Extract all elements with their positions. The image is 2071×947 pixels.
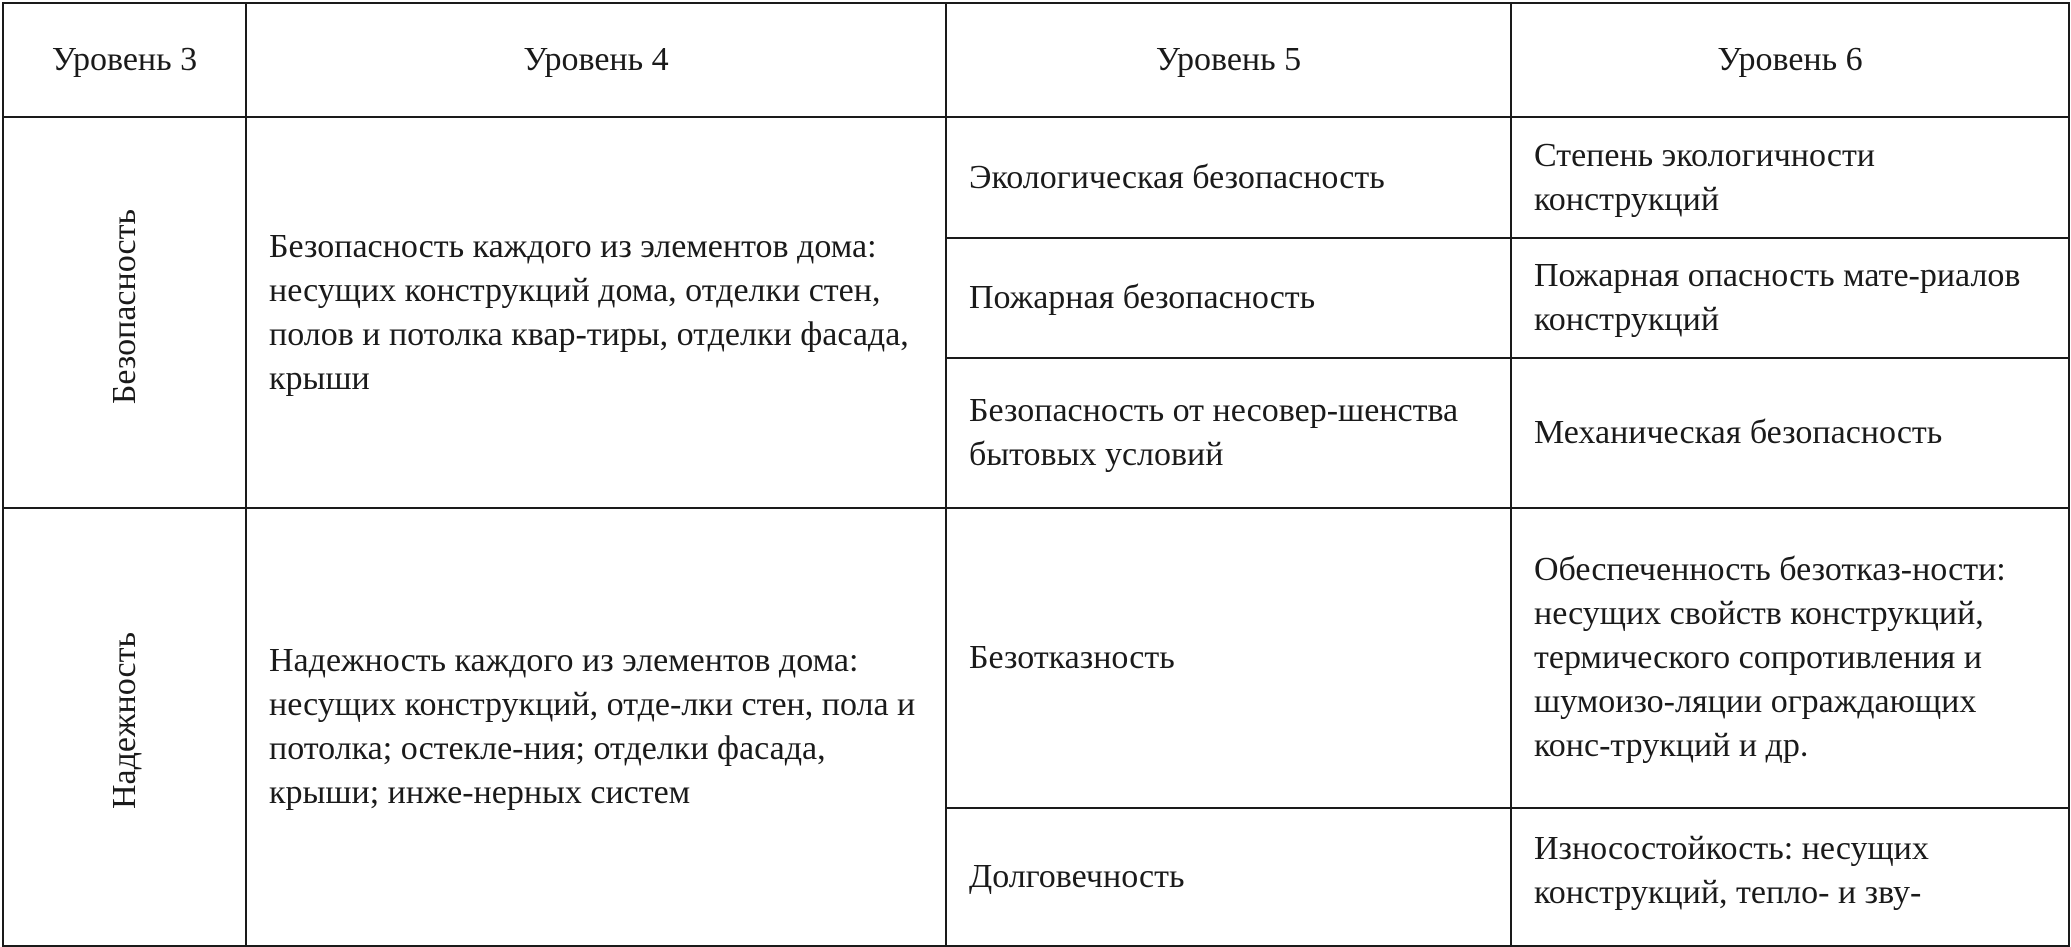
- table-row: [3, 117, 2069, 238]
- household-safety-cell: Безопасность от несовер-шенства бытовых условий: [946, 358, 1511, 508]
- header-row: [3, 3, 2069, 117]
- reliability-description: Надежность каждого из элементов дома: несущих конструкций, отде-лки стен, пола и потолка; остекле-ния; отделки фасада, крыши; инже-нерных систем: [246, 508, 946, 946]
- failsafety-provision-cell: Обеспеченность безотказ-ности: несущих свойств конструкций, термического сопротивления и шумоизо-ляции ограждающих конс-трукций и др.: [1511, 508, 2069, 808]
- levels-table: [2, 2, 2070, 947]
- reliability-group-label: Надежность: [105, 632, 143, 810]
- header-level-6: Уровень 6: [1511, 3, 2069, 117]
- safety-description: Безопасность каждого из элементов дома: несущих конструкций дома, отделки стен, полов и потолка квар-тиры, отделки фасада, крыши: [246, 117, 946, 508]
- safety-group-cell: [3, 117, 246, 508]
- wear-resistance-text: Износостойкость: несущих конструкций, тепло- и зву-: [1534, 830, 1929, 911]
- mechanical-safety-cell: Механическая безопасность: [1511, 358, 2069, 508]
- wear-resistance-cell: [1511, 808, 2069, 946]
- header-level-5: Уровень 5: [946, 3, 1511, 117]
- header-level-3: Уровень 3: [3, 3, 246, 117]
- table-row: [3, 508, 2069, 808]
- fire-hazard-cell: Пожарная опасность мате-риалов конструкций: [1511, 238, 2069, 358]
- eco-degree-cell: Степень экологичности конструкций: [1511, 117, 2069, 238]
- header-level-4: Уровень 4: [246, 3, 946, 117]
- eco-safety-cell: Экологическая безопасность: [946, 117, 1511, 238]
- safety-group-label: Безопасность: [105, 208, 143, 405]
- reliability-group-cell: [3, 508, 246, 946]
- durability-cell: Долговечность: [946, 808, 1511, 946]
- fire-safety-cell: Пожарная безопасность: [946, 238, 1511, 358]
- failsafety-cell: Безотказность: [946, 508, 1511, 808]
